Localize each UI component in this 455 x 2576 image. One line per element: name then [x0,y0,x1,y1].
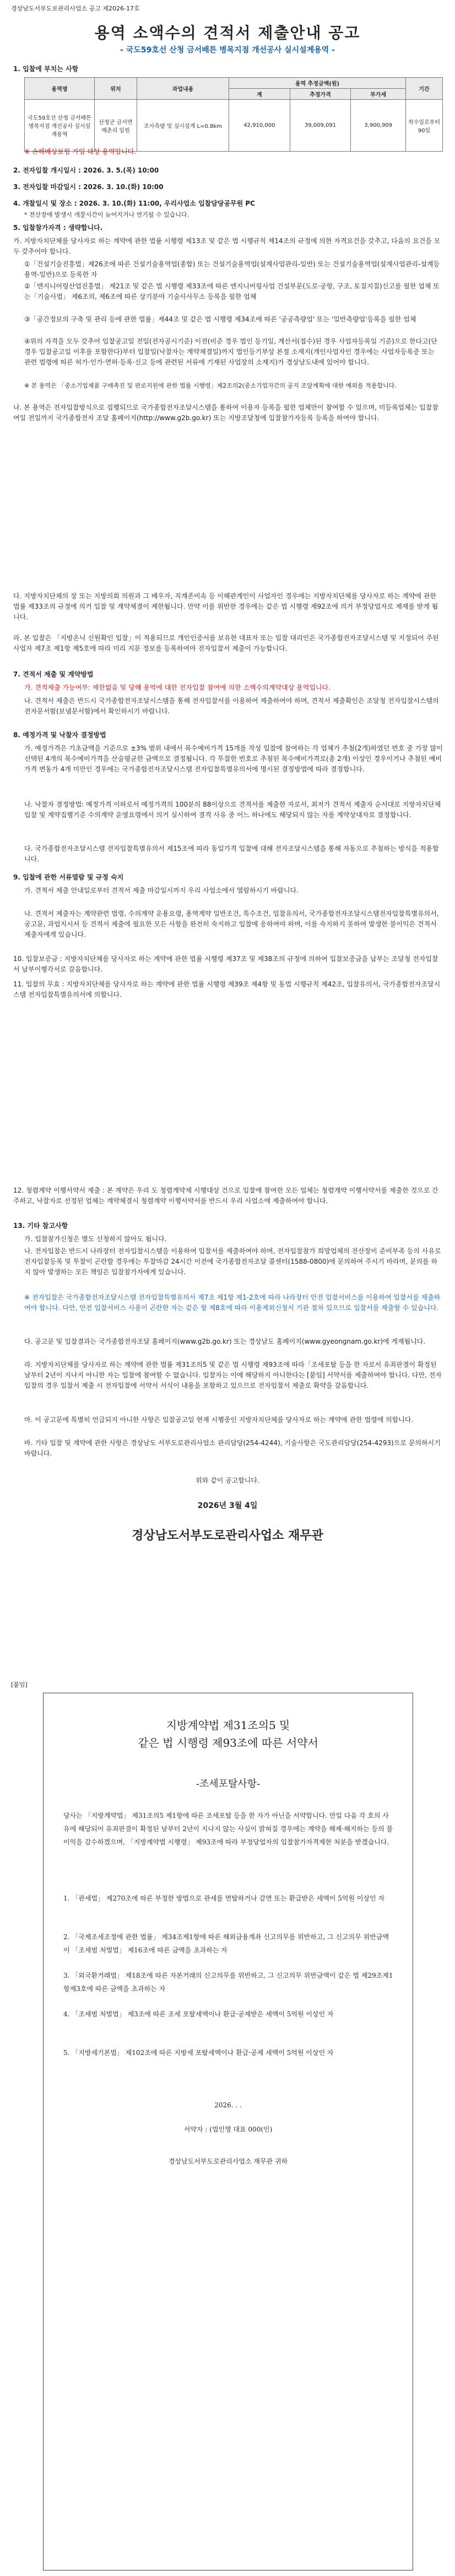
section-7-ga: 가. 견적제출 가능여부: 제한없음 및 당해 용역에 대한 전자입찰 참여에 의한 소액수의계약대상 용역입니다. [24,684,331,691]
section-11: 11. 입찰의 무효 : 지방자치단체를 당사자로 하는 계약에 관한 법률 시행령 제39조 제4항 및 동법 시행규칙 제42조, 입찰유의서, 국가종합전자조달시스템 전자입찰특별유의서에 의합니다. [13,980,441,999]
section-6-item-3: ③「공간정보의 구축 및 관리 등에 관한 법률」제44조 및 같은 법 시행령 제34조에 따른 '공공측량업' 또는 '일반측량업'등록을 필한 업체 [24,315,416,323]
section-9-ga: 가. 견적서 제출 안내일로부터 견적서 제출 마감일시까지 우리 사업소에서 열람하시기 바랍니다. [24,887,299,894]
pledge-item-3: 3. 「외국환거래법」 제18조에 따른 자본거래의 신고의무를 위반하고, 그 신고의무 위반금액이 같은 법 제29조제1항제3호에 따른 금액을 초과하는 자 [63,1972,393,1993]
section-6-item-4: ④위의 자격을 모두 갖추어 입찰공고일 전일(전자공시기준) 이전(비준 경우 법인 등기일, 계산서(접수)된 경우 사업자등록일 기준)으로 한다고(단 경우 입찰공고일 이후를 포함한다)부터 입찰일(낙찰자는 계약체결일)까지 법인등기부상 본점 소재지(개인사업자인 경우에는 사업자등록증 또는 관련 법령에 따른 허가·인가·면허·등록·신고 등에 관련된 서류에 기재된 사업장의 소재지)가 경상남도내에 있어야 합니다. [24,337,437,366]
section-12: 12. 청렴계약 이행서약서 제출 : 본 계약은 우리 도 청렴계약제 시행대상 건으로 입찰에 참여한 모든 업체는 청렴계약 이행서약서를 제출한 것으로 간주하고, 낙찰자로 선정된 업체는 계약체결시 청렴계약 이행서약서를 반드시 우리 사업소에 제출하여야 합니다. [13,1187,438,1205]
section-8-da: 다. 국가종합전자조달시스템 전자입찰특별유의서 제15조에 따라 동일가격 입찰에 대해 전자조달시스템을 통해 자동으로 추첨하는 방식을 적용합니다. [24,845,439,863]
th-vat: 부가세 [351,89,406,100]
section-7-heading: 7. 견적서 제출 및 계약방법 [13,670,94,678]
section-6-ra: 라. 본 입찰은 「지방온닉 신원확인 입찰」이 적용되므로 개인인증서를 보유한 대표자 또는 입찰 대리인은 국가종합전자조달시스템 및 지정되어 주된사업자 제7조 제1항 제5호에 따라 미리 지문 정보를 등록하여야 전자입찰서 제출이 가능합니다. [13,634,439,652]
section-13-item-3: ※ 전자입찰은 국가종합전자조달시스템 전자입찰특별유의서 제7조 제1항 제1-2호에 따라 나라장터 안전 입찰서비스를 이용하여 입찰서를 제출하여야 합니다. 다만, 안전 입찰서비스 사용이 곤란한 자는 같은 항 제8호에 따라 이용제외신청서 기관 절차 있으므로 입찰서를 제출할 수 있습니다. [24,1294,441,1312]
th-period: 기간 [406,78,443,100]
closing-text: 위와 같이 공고합니다. [196,1477,259,1484]
pledge-addressee: 경상남도서부도로관리사업소 재무관 귀하 [168,2158,288,2165]
pledge-title-2: 같은 법 시행령 제93조에 따른 서약서 [138,1736,318,1749]
section-6-na: 나. 본 용역은 전자입찰방식으로 집행되므로 국가종합전자조달시스템을 통하여 이용자 등록을 필한 업체만이 참여할 수 있으며, 미등록업체는 입찰참여일 전일까지 국가종합전자 조달 홈페이지(http://www.g2b.go.kr) 또는 지방조달청에 입찰참가자등록 등록을 하여야 합니다. [13,404,438,422]
section-8-ga: 가. 예정가격은 기초금액을 기준으로 ±3% 범위 내에서 복수예비가격 15개를 작성 입찰에 참여하는 각 업체가 추첨(2개)하였던 번호 중 가장 많이 선택된 4개의 복수예비가격을 산술평균한 금액으로 결정됩니다. 각 투찰한 번호로 추첨된 복수예비가격로(총 2개) 이상인 경우이거나 추첨된 예비가격 변동가 4개 미만인 경우에는 국가종합전자조달시스템 전자입찰특별유의서에 명시된 결정방법에 따라 결정합니다. [24,744,443,773]
cell-period: 착수일로부터 90일 [406,100,443,152]
cell-task: 조사측량 및 실시설계 L=0.8km [137,100,229,152]
section-13-item-4: 다. 공고문 및 입찰결과는 국가종합전자조달 홈페이지(www.g2b.go.kr) 또는 경상남도 홈페이지(www.gyeongnam.go.kr)에 게재됩니다. [24,1338,426,1345]
th-task: 과업내용 [137,78,229,100]
section-13-item-5: 라. 지방자치단체를 당사자로 하는 계약에 관한 법률 제31조의5 및 같은 법 시행령 제93조에 따라「조세포탈 등을 한 자로서 유죄판결이 확정된 날부터 2년이 지나지 아니한 자는 입찰에 참여할 수 없습니다. 입찰자는 이에 해당하지 아니한다는 [붙임] 서약서를 제출하여야 합니다. 다만, 전자입찰의 경우 입찰서 제출 시 전자입찰에 서약서 서식이 내용을 포함하고 있으므로 전자입찰서 제출로 확약을 갈음합니다. [24,1361,442,1389]
section-8-na: 나. 낙찰자 결정방법: 예정가격 이하로서 예정가격의 100분의 88이상으로 견적서를 제출한 자로서, 최저가 견적서 제출자 순서대로 지방자치단체 입찰 및 계약집행기준 수의계약 운영요령에서 의거 실시하여 결격 사유 중 어느 하나에도 해당되지 않는 자를 계약상대자로 결정합니다. [24,801,441,819]
section-13-item-6: 마. 이 공고문에 특별히 언급되지 아니한 사항은 입찰공고일 현재 시행중인 지방자치단체를 당사자로 하는 계약에 관한 법령에 의합니다. [24,1416,414,1424]
page-subtitle: - 국도59호선 산청 금서배튼 병목지점 개선공사 실시설계용역 - [120,46,335,55]
section-6-note: ※ 본 용역은 「중소기업제품 구매촉진 및 판로지원에 관한 법률 시행령」제2조의2(중소기업자간의 공지 조달계획에 대한 예외를 적용합니다. [24,382,397,389]
cell-name: 국도59호선 산청 금서배튼 병목지점 개선공사 실시설계용역 [25,100,95,152]
section-4-note: * 전산장애 발생시 개찰시간이 늦어지거나 연기될 수 있습니다. [24,211,189,218]
section-13-heading: 13. 기타 참고사항 [13,1222,68,1230]
pledge-item-5: 5. 「지방세기본법」 제102조에 따른 지방세 포탈세액이나 환급·공제 세액이 5억원 이상인 자 [63,2049,334,2057]
issuer-name: 경상남도서부도로관리사업소 재무관 [132,1529,323,1543]
pledge-item-4: 4. 「조세범 처벌법」 제3조에 따른 조세 포탈세액이나 환급·공제받은 세액이 5억원 이상인 자 [63,2010,334,2018]
pledge-date: 2026. . . [214,2101,242,2109]
pledge-item-1: 1. 「관세법」 제270조에 따른 부정한 방법으로 관세를 면탈하거나 감면 또는 환급받은 세액이 5억원 이상인 자 [63,1895,385,1902]
section-2: 2. 전자입찰 개시일시 : 2026. 3. 5.(목) 10:00 [13,167,159,174]
pledge-item-2: 2. 「국제조세조정에 관한 법률」 제34조제1항에 따른 해외금융계좌 신고의무를 위반하고, 그 신고의무 위반금액이 「조세범 처벌법」 제16조에 따른 금액을 초과하는 자 [63,1933,389,1954]
section-1-heading: 1. 입찰에 부치는 사항 [13,65,79,73]
cell-vat: 3,900,909 [351,100,406,152]
th-amount: 용역 추정금액(원) [229,78,406,89]
th-total: 계 [229,89,290,100]
th-name: 용역명 [25,78,95,100]
announce-date: 2026년 3월 4일 [197,1501,258,1510]
pledge-document [43,1693,413,2570]
document-header: 경상남도서부도로관리사업소 공고 제2026-17호 [11,5,140,12]
pledge-intro: 당사는 「지방계약법」 제31조의5 제1항에 따른 조세포탈 등을 한 자가 아닌을 서약합니다. 만일 다음 각 호의 사유에 해당되어 유죄판결이 확정된 날부터 2년이 지나지 않는 사실이 밝혀질 경우에는 계약을 해제·해지하는 등의 불이익을 감수하겠으며, 「지방계약법 시행령」 제93조에 따라 부정당업자의 입찰참가자격제한 처분을 받겠습니다. [63,1812,393,1846]
section-10: 10. 입찰보증금 : 지방자치단체를 당사자로 하는 계약에 관한 법률 시행령 제37조 및 제38조의 규정에 의하여 입찰보증금을 납부는 조달청 전자입찰서 납부이행각서로 갈음합니다. [13,955,438,973]
section-9-na: 나. 견적서 제출자는 계약관련 법령, 수의계약 운용요령, 용역계약 일반조건, 특수조건, 입찰유의서, 국가종합전자조달시스템전자입찰특별유의서, 공고문, 과업지시서 등 견적서 제출에 필요한 모든 사항을 완전히 숙지하고 입찰에 응하여야 하며, 이를 숙지하지 못하여 발생한 불이익은 견적서 제출자에게 있습니다. [24,910,439,938]
section-13-item-1: 가. 입찰참가신청은 별도 신청하지 않아도 됩니다. [24,1235,167,1243]
th-location: 위치 [95,78,137,100]
section-6-item-1: ①「건설기술진흥법」제26조에 따른 건설기술용역업(종합) 또는 건설기술용역업(설계사업관리-일반) 또는 건설기술용역업(설계사업관리-설계등용역-일반)으로 등록한 자 [24,260,440,278]
section-7-na: 나. 견적서 제출은 반드시 국가종합전자조달시스템을 통해 전자입찰서를 이용하여 제출하여야 하며, 견적서 제출확인은 조달청 전자입찰시스템의 전자문서함(보냄문서함)에서 확인하시기 바랍니다. [24,697,439,715]
section-6-da: 다. 지방자치단체의 장 또는 지방의회 의원과 그 배우자, 직계존비속 등 이해관계인이 사업자인 경우에는 지방자치단체를 당사자로 하는 계약에 관한 법률 제33조의 규정에 의거 입찰 및 계약체결이 제한됩니다. 만약 이를 위반한 경우에는 같은 법 시행령 제92조에 의거 부정당업자로 제재를 받게 됩니다. [13,592,438,621]
attachment-label: [붙임] [11,1681,28,1688]
contract-table [24,77,443,152]
section-13-item-2: 나. 전자입찰은 반드시 나라장터 전자입찰시스템을 이용하여 입찰서를 제출하여야 하며, 전자입찰참가 희망업체의 전산장비 준비부족 등의 사유로 전자입찰등록 및 투찰이 곤란할 경우에는 투찰마감 24시간 이전에 국가종합전자조달 콜센터(1588-0800)에 문의하여 주시기 바라며, 문의를 하지 않아 발생하는 모든 책임은 입찰참가자에게 있습니다. [24,1247,441,1276]
cell-estimate: 39,009,091 [290,100,351,152]
section-5: 5. 입찰참가자격 : 생략합니다. [13,224,103,232]
th-estimate: 추정가격 [290,89,351,100]
page-title: 용역 소액수의 견적서 제출안내 공고 [94,24,361,42]
section-8-heading: 8. 예정가격 및 낙찰자 결정방법 [13,731,106,739]
cell-total: 42,910,000 [229,100,290,152]
insurance-note: ※ 손해배상보험 가입 대상 용역입니다. [24,148,137,155]
cell-location: 산청군 금서면 매촌리 일원 [95,100,137,152]
section-6-item-2: ②「엔지니어링산업진흥법」 제21조 및 같은 법 시행령 제33조에 따른 엔지니어링사업 건설부문(도로·공항, 구조, 토질지질)신고를 필한 업체 또는「기술사법」 제6조의, 제6조에 따른 상기분야 기술사사무소 등록을 필한 업체 [24,282,440,300]
section-9-heading: 9. 입찰에 관한 서류열람 및 규정 숙지 [13,873,124,881]
section-4: 4. 개찰일시 및 장소 : 2026. 3. 10.(화) 11:00, 우리사업소 입찰담당공무원 PC [13,200,255,207]
pledge-subtitle: -조세포탈사항- [196,1778,261,1790]
section-6-heading: 가. 지방자치단체를 당사자로 하는 계약에 관한 법률 시행령 제13조 및 같은 법 시행규칙 제14조의 규정에 의한 자격요건을 갖추고, 다음의 요건을 모두 갖추어야 합니다. [13,237,441,255]
section-3: 3. 전자입찰 마감일시 : 2026. 3. 10.(화) 10:00 [13,183,164,191]
pledge-title-1: 지방계약법 제31조의5 및 [166,1719,290,1732]
pledge-signer: 서약자 : (법인명 대표 000(인) [183,2126,273,2133]
section-13-item-7: 바. 기타 입찰 및 계약에 관한 사항은 경상남도 서부도로관리사업소 관리담당(254-4244), 기술사항은 국도관리담당(254-4293)으로 문의하시기 바랍니다. [24,1439,441,1457]
